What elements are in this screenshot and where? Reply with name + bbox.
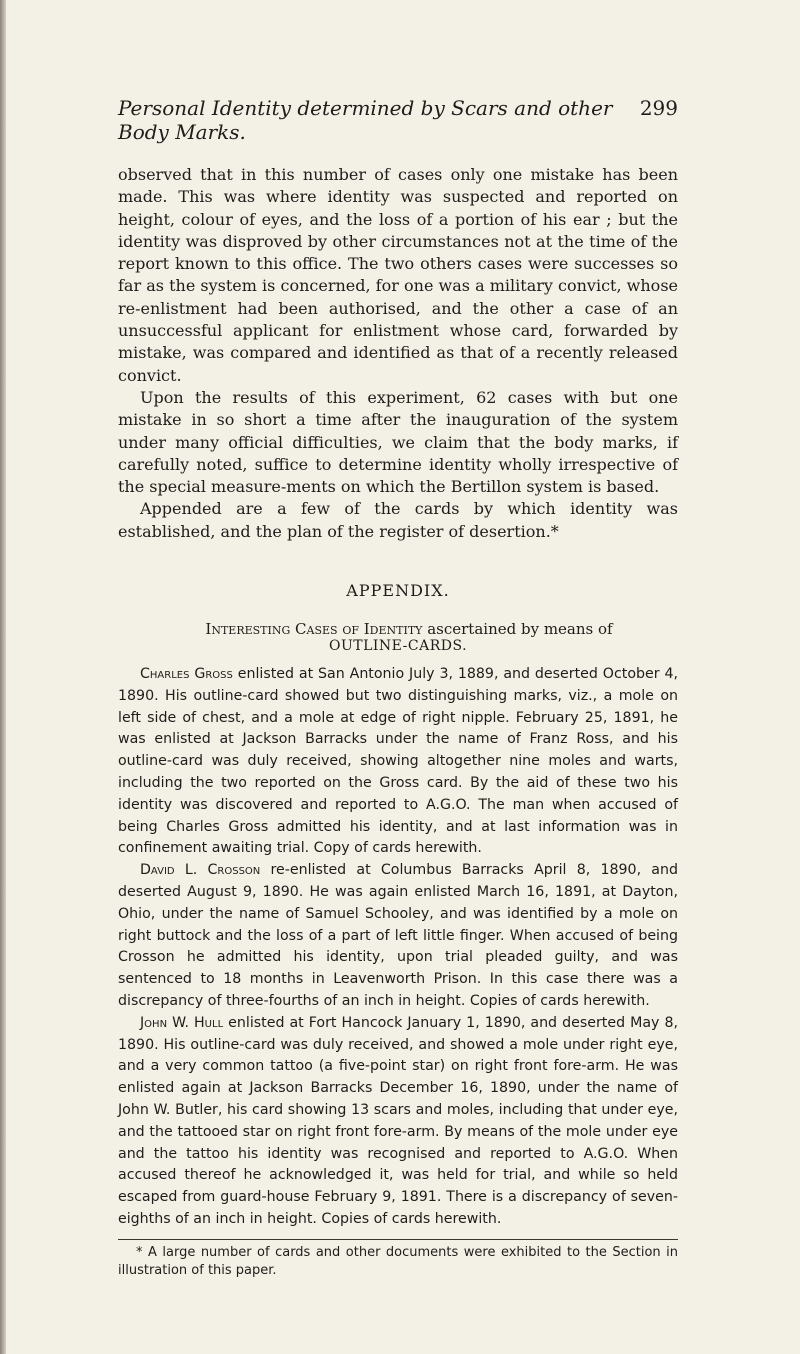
- page-binding-edge: [0, 0, 6, 1354]
- case-entry: [118, 664, 678, 860]
- appendix-subtitle: [140, 620, 678, 638]
- case-name: Charles Gross: [140, 666, 233, 683]
- footnote-divider: [118, 1239, 678, 1240]
- running-header: [118, 96, 678, 144]
- appendix-subtitle-caps: Interesting Cases of Identity: [205, 620, 423, 639]
- case-text: re-enlisted at Columbus Barracks April 8, 1890, and deserted August 9, 1890. He was again enlisted March 16, 1891, at Dayton, Ohio, under the name of Samuel Schooley, and was identified by a mole on right buttock and the loss of a part of left little finger. When accused of being Crosson he admitted his identity, upon trial pleaded guilty, and was sentenced to 18 months in Leavenworth Prison. In this case there was a discrepancy of three-fourths of an inch in height. Copies of cards herewith.: [118, 862, 678, 1009]
- book-page: [118, 96, 678, 1280]
- case-entry: [118, 1013, 678, 1231]
- paragraph-2: Upon the results of this experiment, 62 cases with but one mistake in so short a time after the inauguration of the system under many official difficulties, we claim that the body marks, if carefully noted, suffice to determine identity wholly irrespective of the special measure-ments on which the Bertillon system is based.: [118, 387, 678, 497]
- running-title: Personal Identity determined by Scars and other Body Marks.: [118, 96, 613, 144]
- paragraph-1: observed that in this number of cases only one mistake has been made. This was where identity was suspected and reported on height, colour of eyes, and the loss of a portion of his ear ; but the identity was disproved by other circumstances not at the time of the report known to this office. The two others cases were successes so far as the system is concerned, for one was a military convict, whose re-enlistment had been authorised, and the other a case of an unsuccessful applicant for enlistment whose card, forwarded by mistake, was compared and identified as that of a recently released convict.: [118, 165, 678, 385]
- case-text: enlisted at Fort Hancock January 1, 1890, and deserted May 8, 1890. His outline-card was duly received, and showed a mole under right eye, and a very common tattoo (a five-point star) on right front fore-arm. He was enlisted again at Jackson Barracks December 16, 1890, under the name of John W. Butler, his card showing 13 scars and moles, including that under eye, and the tattooed star on right front fore-arm. By means of the mole under eye and the tattoo his identity was recognised and reported to A.G.O. When accused thereof he acknowledged it, was held for trial, and while so held escaped from guard-house February 9, 1891. There is a discrepancy of seven-eighths of an inch in height. Copies of cards herewith.: [118, 1014, 678, 1227]
- main-text: [118, 164, 678, 543]
- appendix-subtitle-rest: ascertained by means of: [422, 620, 613, 639]
- case-name: John W. Hull: [140, 1014, 224, 1031]
- case-entry: [118, 860, 678, 1013]
- case-text: enlisted at San Antonio July 3, 1889, and deserted October 4, 1890. His outline-card showed but two distinguishing marks, viz., a mole on left side of chest, and a mole at edge of right nipple. February 25, 1891, he was enlisted at Jackson Barracks under the name of Franz Ross, and his outline-card was duly received, showing altogether nine moles and warts, including the two reported on the Gross card. By the aid of these two his identity was discovered and reported to A.G.O. The man when accused of being Charles Gross admitted his identity, and at last information was in confinement awaiting trial. Copy of cards herewith.: [118, 666, 678, 857]
- appendix-subtitle-2: OUTLINE-CARDS.: [328, 638, 468, 655]
- paragraph-3: Appended are a few of the cards by which identity was established, and the plan of the register of desertion.*: [118, 499, 678, 541]
- case-list: [118, 664, 678, 1231]
- footnote: * A large number of cards and other documents were exhibited to the Section in illustration of this paper.: [118, 1244, 678, 1278]
- appendix-heading: APPENDIX.: [346, 581, 450, 601]
- page-number: 299: [639, 96, 678, 120]
- case-name: David L. Crosson: [140, 862, 261, 879]
